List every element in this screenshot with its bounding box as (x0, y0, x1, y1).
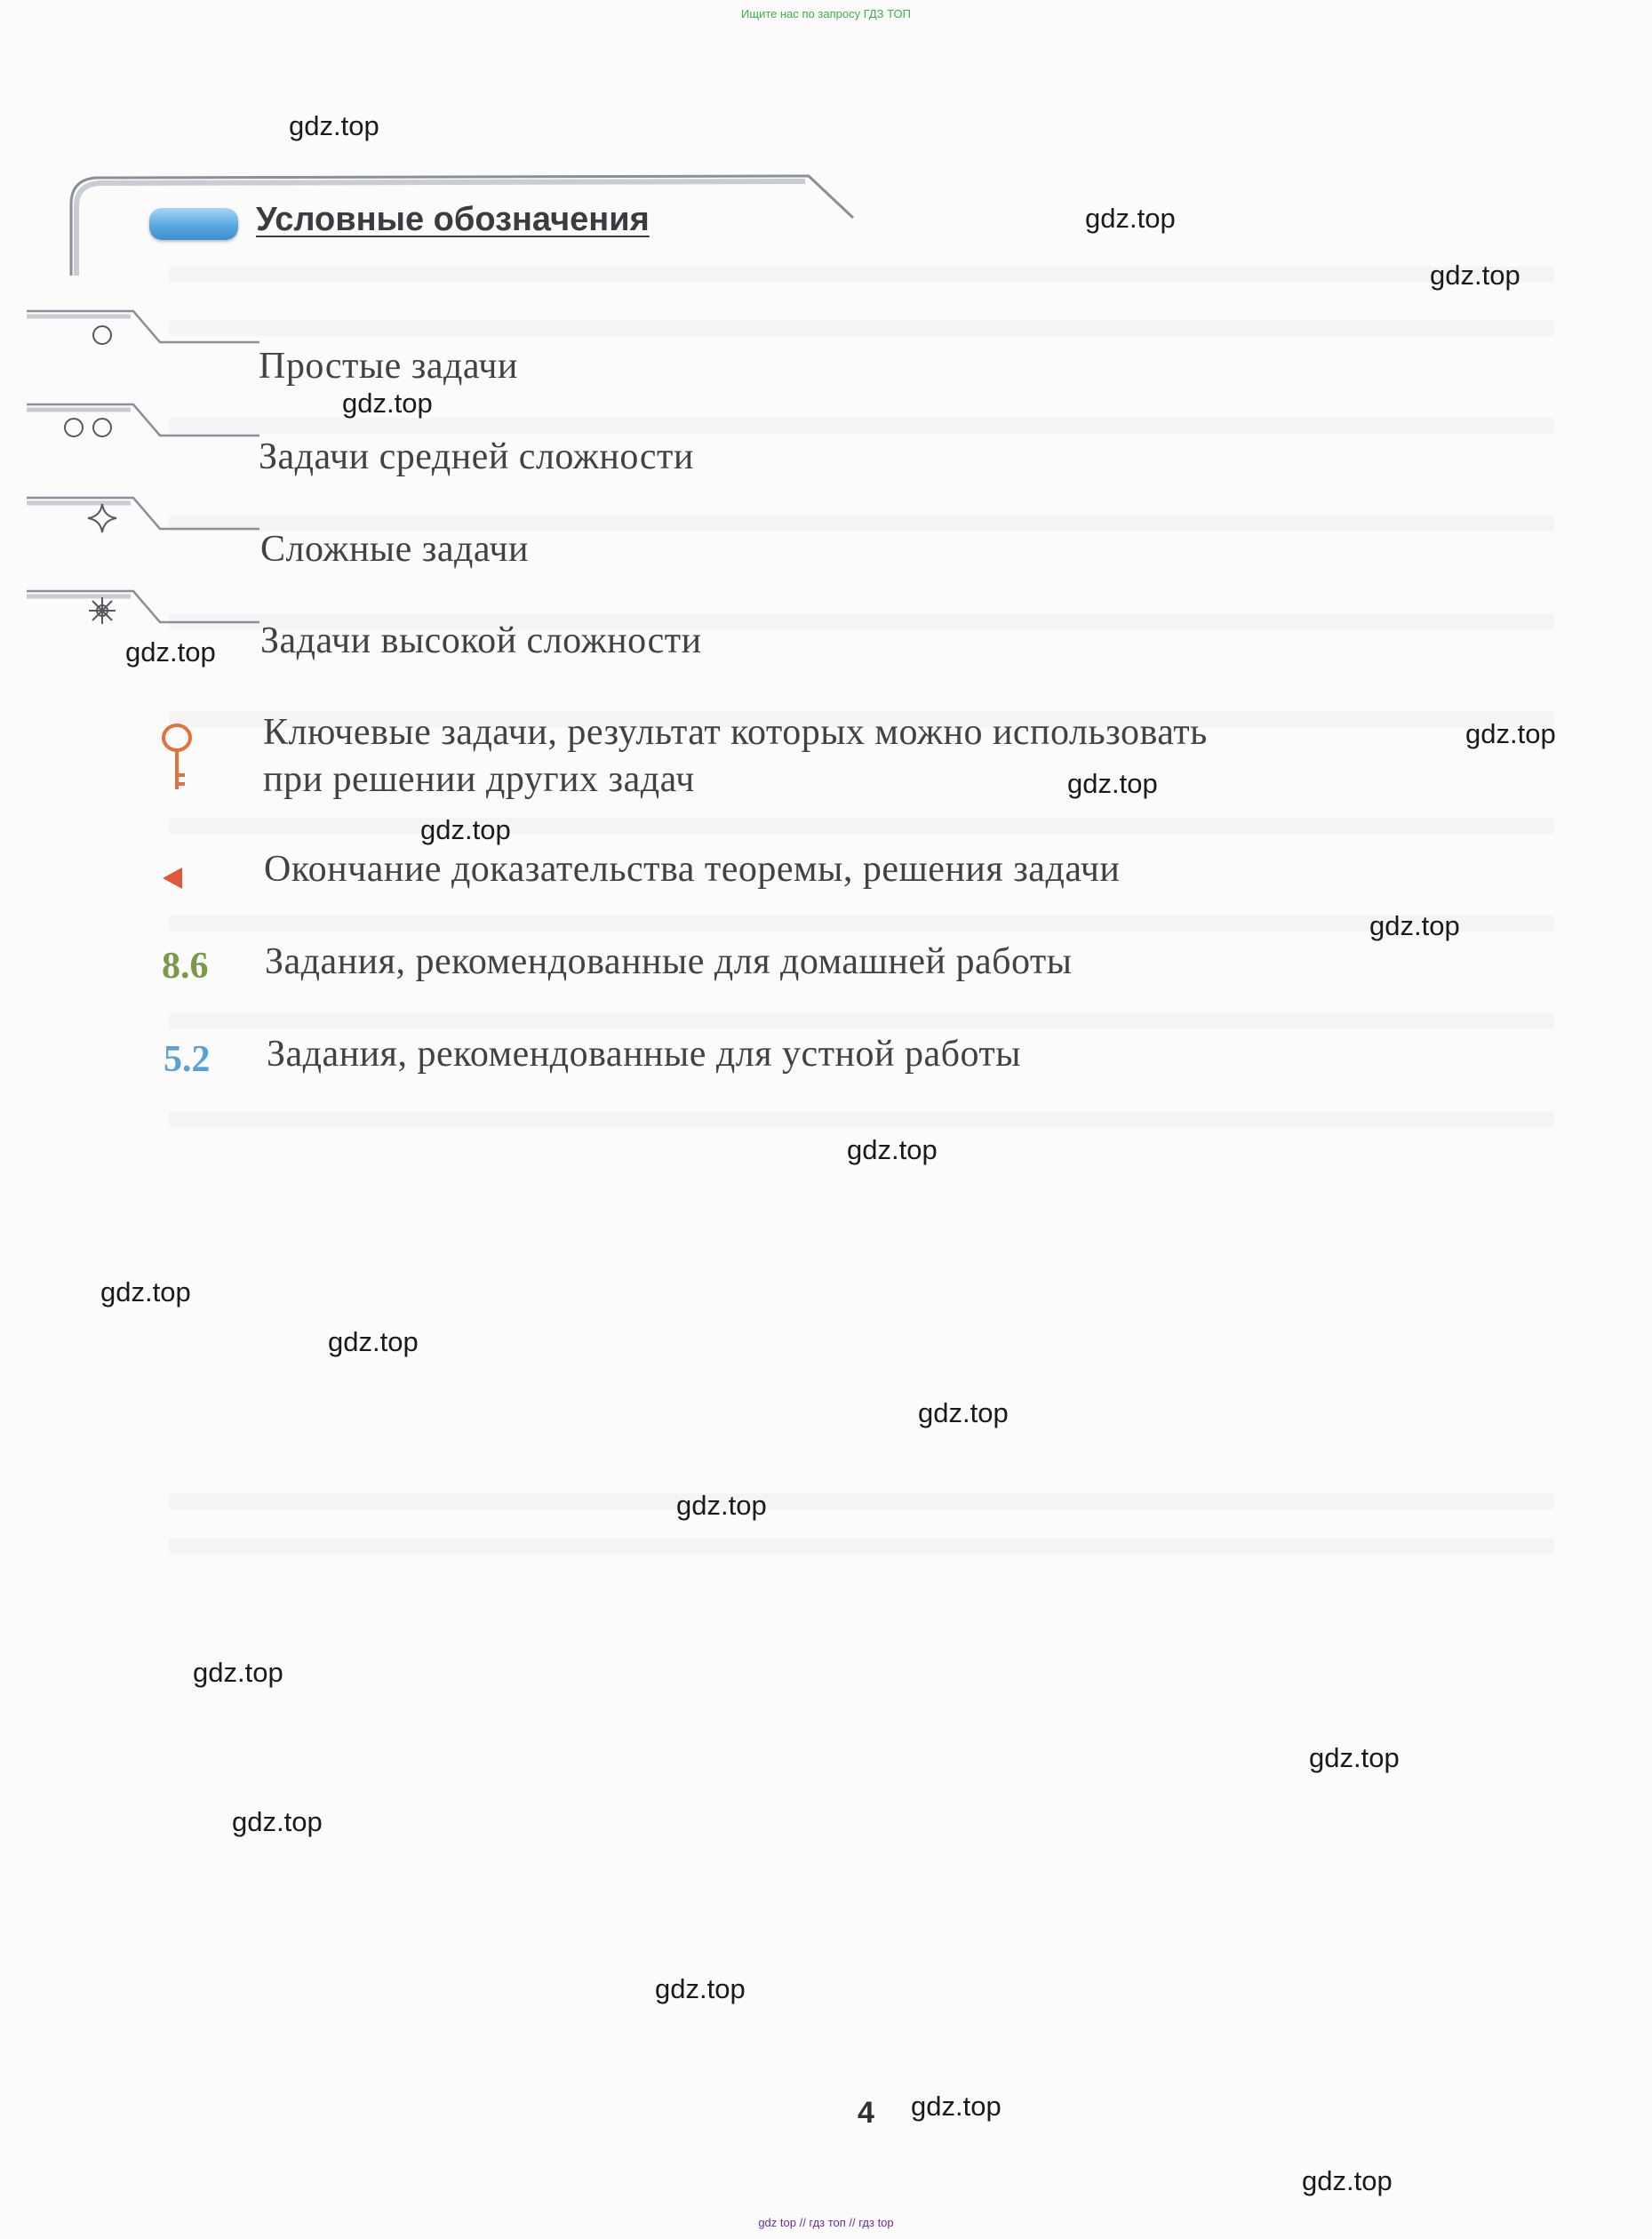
difficulty-tabs (27, 293, 275, 640)
circle-icon (91, 324, 114, 347)
legend-homework: Задания, рекомендованные для домашней работы (265, 941, 1073, 982)
watermark: gdz.top (847, 1134, 938, 1165)
watermark: gdz.top (676, 1490, 767, 1521)
watermark: gdz.top (420, 814, 511, 845)
burst-star-icon (87, 596, 117, 626)
legend-simple: Простые задачи (259, 346, 518, 387)
bleed-through (169, 1538, 1554, 1554)
bleed-through (169, 916, 1554, 932)
bottom-banner: gdz top // гдз топ // гдз top (758, 2216, 894, 2229)
watermark: gdz.top (911, 2091, 1002, 2122)
page-number: 4 (858, 2096, 874, 2130)
homework-number: 8.6 (162, 946, 209, 987)
bleed-through (169, 418, 1554, 434)
legend-complex: Сложные задачи (260, 529, 529, 570)
page-title: Условные обозначения (256, 201, 650, 238)
two-circles-icon (62, 416, 117, 439)
bleed-through (169, 1013, 1554, 1029)
watermark: gdz.top (289, 110, 379, 141)
bleed-through (169, 1493, 1554, 1509)
watermark: gdz.top (1302, 2165, 1393, 2196)
watermark: gdz.top (1465, 718, 1556, 749)
four-point-star-icon (87, 503, 117, 533)
key-icon (158, 722, 196, 795)
legend-end-proof: Окончание доказательства теоремы, решения задачи (264, 849, 1121, 890)
watermark: gdz.top (1309, 1742, 1400, 1773)
watermark: gdz.top (918, 1397, 1009, 1428)
legend-key-line2: при решении других задач (263, 759, 695, 800)
top-banner: Ищите нас по запросу ГДЗ ТОП (741, 7, 911, 20)
legend-oral: Задания, рекомендованные для устной работы (267, 1034, 1022, 1075)
watermark: gdz.top (193, 1657, 283, 1688)
watermark: gdz.top (342, 388, 433, 419)
legend-medium: Задачи средней сложности (259, 436, 694, 477)
watermark: gdz.top (100, 1276, 191, 1307)
bleed-through (169, 818, 1554, 834)
bleed-through (169, 1111, 1554, 1127)
bleed-through (169, 320, 1554, 336)
legend-key-line1: Ключевые задачи, результат которых можно использовать (263, 712, 1208, 753)
watermark: gdz.top (655, 1973, 746, 2004)
header-pill-icon (149, 208, 238, 240)
watermark: gdz.top (125, 636, 216, 668)
end-proof-triangle-icon (163, 868, 182, 889)
watermark: gdz.top (1067, 768, 1158, 799)
watermark: gdz.top (328, 1326, 419, 1357)
watermark: gdz.top (1369, 910, 1460, 941)
watermark: gdz.top (232, 1806, 323, 1837)
watermark: gdz.top (1430, 260, 1520, 291)
watermark: gdz.top (1085, 203, 1176, 234)
legend-high: Задачи высокой сложности (260, 620, 702, 661)
oral-number: 5.2 (164, 1039, 211, 1080)
